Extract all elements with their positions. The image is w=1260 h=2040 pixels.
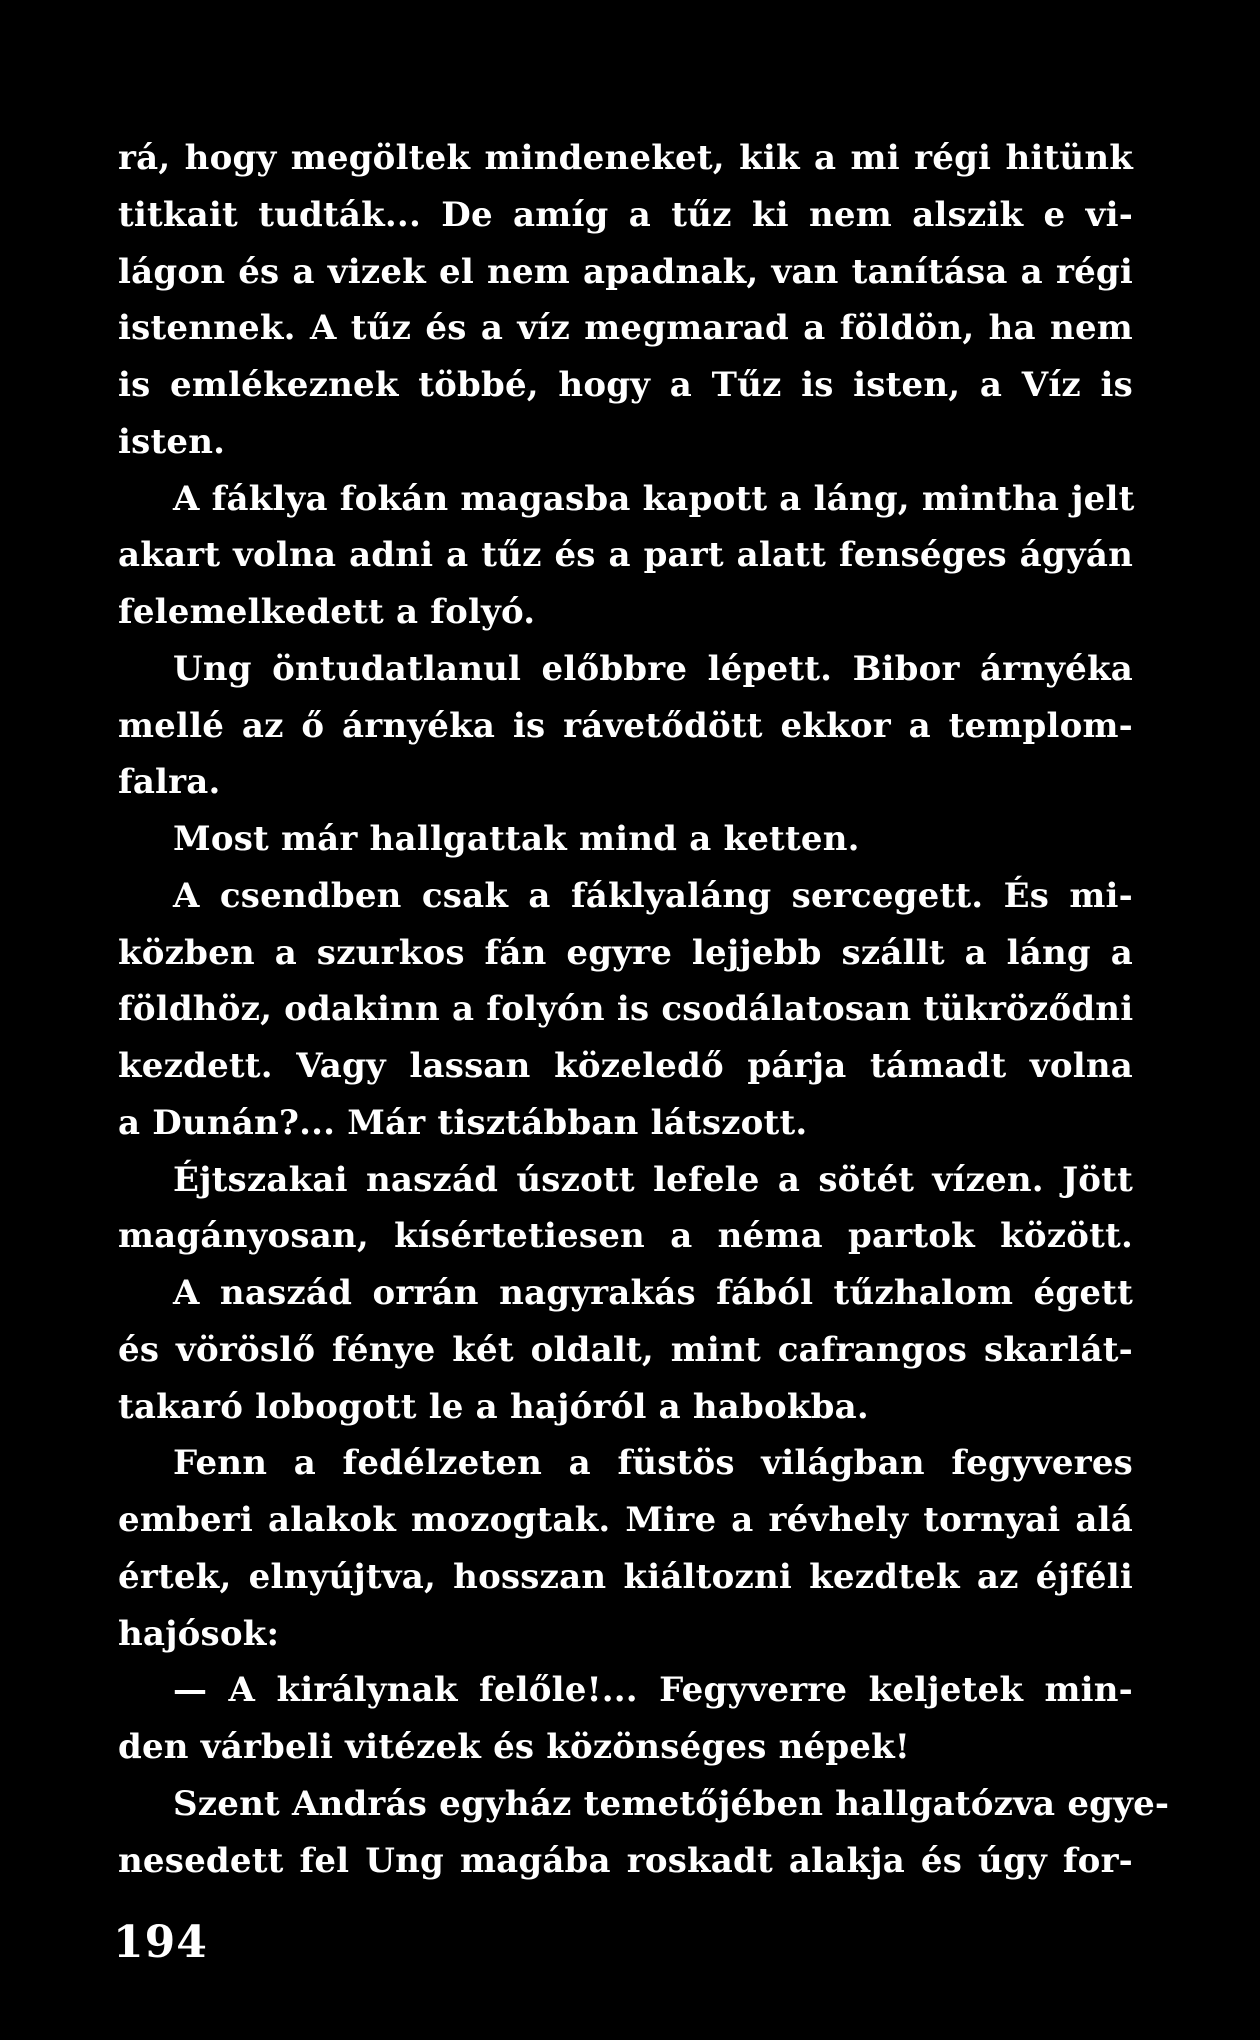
text-line: A fáklya fokán magasba kapott a láng, mintha jelt	[173, 478, 1135, 519]
text-line: értek, elnyújtva, hosszan kiáltozni kezdtek az éjféli	[118, 1556, 1133, 1597]
text-line: felemelkedett a folyó.	[118, 592, 536, 632]
text-line: a Dunán?... Már tisztábban látszott.	[118, 1102, 808, 1143]
page-number: 194	[113, 1917, 208, 1968]
text-line: is emlékeznek többé, hogy a Tűz is isten, a Víz is	[118, 365, 1133, 405]
text-line: magányosan, kísértetiesen a néma partok között.	[118, 1216, 1133, 1257]
text-line: mellé az ő árnyéka is rávetődött ekkor a templom-	[118, 705, 1133, 746]
text-line: isten.	[118, 421, 226, 462]
text-line: rá, hogy megöltek mindeneket, kik a mi régi hitünk	[118, 138, 1133, 178]
text-line: és vöröslő fénye két oldalt, mint cafrangos skarlát-	[118, 1329, 1133, 1370]
text-line: hajósok:	[118, 1613, 280, 1654]
text-line: lágon és a vizek el nem apadnak, van tanítása a régi	[118, 251, 1133, 292]
text-line: — A királynak felőle!... Fegyverre keljetek min-	[173, 1670, 1133, 1711]
text-line: istennek. A tűz és a víz megmarad a földön, ha nem	[118, 308, 1133, 349]
text-line: A csendben csak a fáklyaláng sercegett. És mi-	[173, 875, 1133, 916]
text-line: Ung öntudatlanul előbbre lépett. Bibor árnyéka	[173, 648, 1133, 689]
text-line: A naszád orrán nagyrakás fából tűzhalom égett	[173, 1273, 1133, 1313]
text-line: Szent András egyház temetőjében hallgatózva egye-	[173, 1783, 1170, 1824]
text-line: közben a szurkos fán egyre lejjebb szállt a láng a	[118, 932, 1133, 973]
body-text	[118, 130, 1170, 1889]
text-line: takaró lobogott le a hajóról a habokba.	[118, 1386, 869, 1427]
text-line: titkait tudták... De amíg a tűz ki nem alszik e vi-	[118, 194, 1133, 235]
text-line: Most már hallgattak mind a ketten.	[173, 819, 860, 859]
text-line: emberi alakok mozogtak. Mire a révhely tornyai alá	[118, 1500, 1133, 1540]
text-line: nesedett fel Ung magába roskadt alakja és úgy for-	[118, 1840, 1133, 1881]
text-line: kezdett. Vagy lassan közeledő párja támadt volna	[118, 1046, 1133, 1086]
text-line: akart volna adni a tűz és a part alatt fenséges ágyán	[118, 535, 1133, 576]
text-line: Éjtszakai naszád úszott lefele a sötét vízen. Jött	[173, 1159, 1133, 1200]
text-line: földhöz, odakinn a folyón is csodálatosan tükröződni	[118, 989, 1134, 1030]
text-line: den várbeli vitézek és közönséges népek!	[118, 1727, 911, 1767]
text-line: Fenn a fedélzeten a füstös világban fegyveres	[173, 1443, 1133, 1484]
text-line: falra.	[118, 762, 221, 803]
